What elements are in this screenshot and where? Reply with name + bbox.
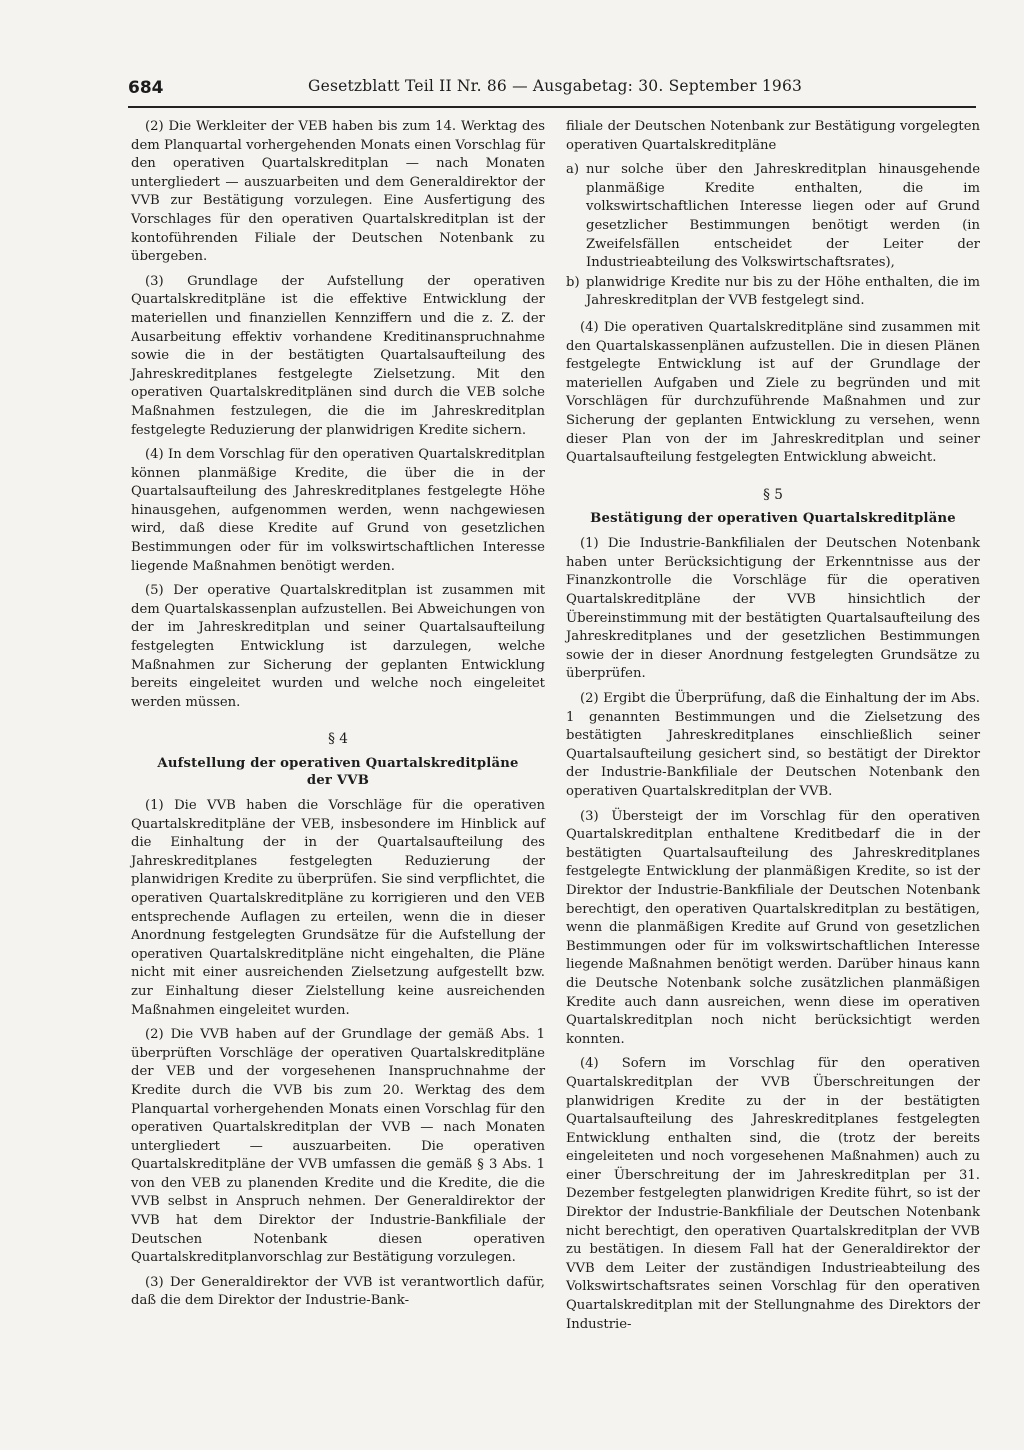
- running-head: Gesetzblatt Teil II Nr. 86 — Ausgabetag: 30. September 1963: [308, 77, 803, 95]
- paragraph: (4) In dem Vorschlag für den operativen Quartalskreditplan können planmäßige Kredite, die über die in der Quartalsaufteilung des Jahreskreditplanes festgelegte Höhe hinausgehen, aufgenommen werden, wenn nachgewiesen wird, daß diese Kredite auf Grund von gesetzlichen Bestimmungen oder für im volkswirtschaftlichen Interesse liegende Maßnahmen benötigt werden.: [131, 447, 545, 574]
- paragraph: (3) Der Generaldirektor der VVB ist verantwortlich dafür, daß die dem Direktor der Industrie-Bank-: [131, 1274, 545, 1309]
- left-column: [131, 118, 545, 1317]
- page-header: [128, 76, 976, 108]
- section-heading: Aufstellung der operativen Quartalskreditpläne der VVB: [157, 756, 519, 788]
- list-item-text: nur solche über den Jahreskreditplan hinausgehende planmäßige Kredite enthalten, die im volkswirtschaftlichen Interesse liegen oder auf Grund gesetzlicher Bestimmungen benötigt werden (in Zweifelsfällen entscheidet der Leiter der Industrieabteilung des Volkswirtschaftsrates),: [586, 162, 980, 271]
- paragraph: (3) Übersteigt der im Vorschlag für den operativen Quartalskreditplan enthaltene Kreditbedarf die in der bestätigten Quartalsaufteilung des Jahreskreditplanes festgelegte Entwicklung der planmäßigen Kredite, so ist der Direktor der Industrie-Bankfiliale der Deutschen Notenbank berechtigt, den operativen Quartalskreditplan zu bestätigen, wenn die planmäßigen Kredite auf Grund von gesetzlichen Bestimmungen oder für im volkswirtschaftlichen Interesse liegende Maßnahmen benötigt werden. Darüber hinaus kann die Deutsche Notenbank solche zusätzlichen planmäßigen Kredite auch dann ausreichen, wenn diese im operativen Quartalskreditplan noch nicht berücksichtigt werden konnten.: [566, 808, 980, 1047]
- list-item-label: a): [566, 162, 580, 178]
- paragraph: (1) Die Industrie-Bankfilialen der Deutschen Notenbank haben unter Berücksichtigung der Erkenntnisse aus der Finanzkontrolle die Vorschläge für die operativen Quartalskreditpläne der VVB hinsichtlich der Übereinstimmung mit der bestätigten Quartalsaufteilung des Jahreskreditplanes und der gesetzlichen Bestimmungen sowie der in dieser Anordnung festgelegten Grundsätze zu überprüfen.: [566, 536, 980, 682]
- right-column: [566, 118, 980, 1340]
- paragraph: (2) Ergibt die Überprüfung, daß die Einhaltung der im Abs. 1 genannten Bestimmungen und die Zielsetzung des bestätigten Jahreskreditplanes einschließlich seiner Quartalsaufteilung gesichert sind, so bestätigt der Direktor der Industrie-Bankfiliale der Deutschen Notenbank den operativen Quartalskreditplan der VVB.: [566, 691, 980, 799]
- page-number: 684: [128, 78, 164, 98]
- paragraph-continuation: filiale der Deutschen Notenbank zur Bestätigung vorgelegten operativen Quartalskreditpläne: [566, 119, 980, 153]
- section-number: § 5: [763, 486, 783, 503]
- paragraph: (5) Der operative Quartalskreditplan ist zusammen mit dem Quartalskassenplan aufzustellen. Bei Abweichungen von der im Jahreskreditplan und seiner Quartalsaufteilung festgelegten Entwicklung ist darzulegen, welche Maßnahmen zur Sicherung der geplanten Entwicklung bereits eingeleitet wurden und welche noch eingeleitet werden müssen.: [131, 583, 545, 710]
- paragraph: (2) Die Werkleiter der VEB haben bis zum 14. Werktag des dem Planquartal vorhergehenden Monats einen Vorschlag für den operativen Quartalskreditplan — nach Monaten untergliedert — auszuarbeiten und dem Generaldirektor der VVB zur Bestätigung vorzulegen. Eine Ausfertigung des Vorschlages für den operativen Quartalskreditplan ist der kontoführenden Filiale der Deutschen Notenbank zu übergeben.: [131, 119, 545, 265]
- list-item: [566, 274, 980, 311]
- section-heading: Bestätigung der operativen Quartalskreditpläne: [590, 511, 956, 527]
- paragraph: (4) Sofern im Vorschlag für den operativen Quartalskreditplan der VVB Überschreitungen der planwidrigen Kredite zu der in der bestätigten Quartalsaufteilung des Jahreskreditplanes festgelegten Entwicklung enthalten sind, die (trotz der bereits eingeleiteten und noch vorgesehenen Maßnahmen) auch zu einer Überschreitung der im Jahreskreditplan per 31. Dezember festgelegten planwidrigen Kredite führt, so ist der Direktor der Industrie-Bankfiliale der Deutschen Notenbank nicht berechtigt, den operativen Quartalskreditplan der VVB zu bestätigen. In diesem Fall hat der Generaldirektor der VVB dem Leiter der zuständigen Industrieabteilung des Volkswirtschaftsrates seinen Vorschlag für den operativen Quartalskreditplan mit der Stellungnahme des Direktors der Industrie-: [566, 1056, 980, 1332]
- list-item-label: b): [566, 274, 580, 290]
- paragraph: (4) Die operativen Quartalskreditpläne sind zusammen mit den Quartalskassenplänen aufzustellen. Die in diesen Plänen festgelegte Entwicklung ist auf der Grundlage der materiellen Aufgaben und Ziele zu begründen und mit Vorschlägen für durchzuführende Maßnahmen und zur Sicherung der geplanten Entwicklung zu versehen, wenn dieser Plan von der im Jahreskreditplan und seiner Quartalsaufteilung festgelegten Entwicklung abweicht.: [566, 319, 980, 466]
- paragraph: (3) Grundlage der Aufstellung der operativen Quartalskreditpläne ist die effektive Entwicklung der materiellen und finanziellen Kennziffern und die z. Z. der Ausarbeitung effektiv vorhandene Kreditinanspruchnahme sowie die in der bestätigten Quartalsaufteilung des Jahreskreditplanes festgelegte Zielsetzung. Mit den operativen Quartalskreditplänen sind durch die VEB solche Maßnahmen festzulegen, die die im Jahreskreditplan festgelegte Reduzierung der planwidrigen Kredite sichern.: [131, 273, 545, 438]
- list-item: [566, 161, 980, 273]
- paragraph: (2) Die VVB haben auf der Grundlage der gemäß Abs. 1 überprüften Vorschläge der operativen Quartalskreditpläne der VEB und der vorgesehenen Inanspruchnahme der Kredite durch die VVB bis zum 20. Werktag des dem Planquartal vorhergehenden Monats einen Vorschlag für den operativen Quartalskreditplan der VVB — nach Monaten untergliedert — auszuarbeiten. Die operativen Quartalskreditpläne der VVB umfassen die gemäß § 3 Abs. 1 von den VEB zu planenden Kredite und die Kredite, die die VVB selbst in Anspruch nehmen. Der Generaldirektor der VVB hat dem Direktor der Industrie-Bankfiliale der Deutschen Notenbank diesen operativen Quartalskreditplanvorschlag zur Bestätigung vorzulegen.: [131, 1027, 545, 1266]
- section-number: § 4: [328, 731, 348, 748]
- paragraph: (1) Die VVB haben die Vorschläge für die operativen Quartalskreditpläne der VEB, insbesondere im Hinblick auf die Einhaltung der in der Quartalsaufteilung des Jahreskreditplanes festgelegten Reduzierung der planwidrigen Kredite zu überprüfen. Sie sind verpflichtet, die operativen Quartalskreditpläne zu korrigieren und den VEB entsprechende Auflagen zu erteilen, wenn die in dieser Anordnung festgelegten Grundsätze für die Aufstellung der operativen Quartalskreditpläne nicht eingehalten, die Pläne nicht mit einer ausreichenden Zielsetzung aufgestellt bzw. zur Einhaltung dieser Zielstellung keine ausreichenden Maßnahmen eingeleitet wurden.: [131, 798, 545, 1018]
- list-item-text: planwidrige Kredite nur bis zu der Höhe enthalten, die im Jahreskreditplan der VVB festgelegt sind.: [586, 274, 980, 309]
